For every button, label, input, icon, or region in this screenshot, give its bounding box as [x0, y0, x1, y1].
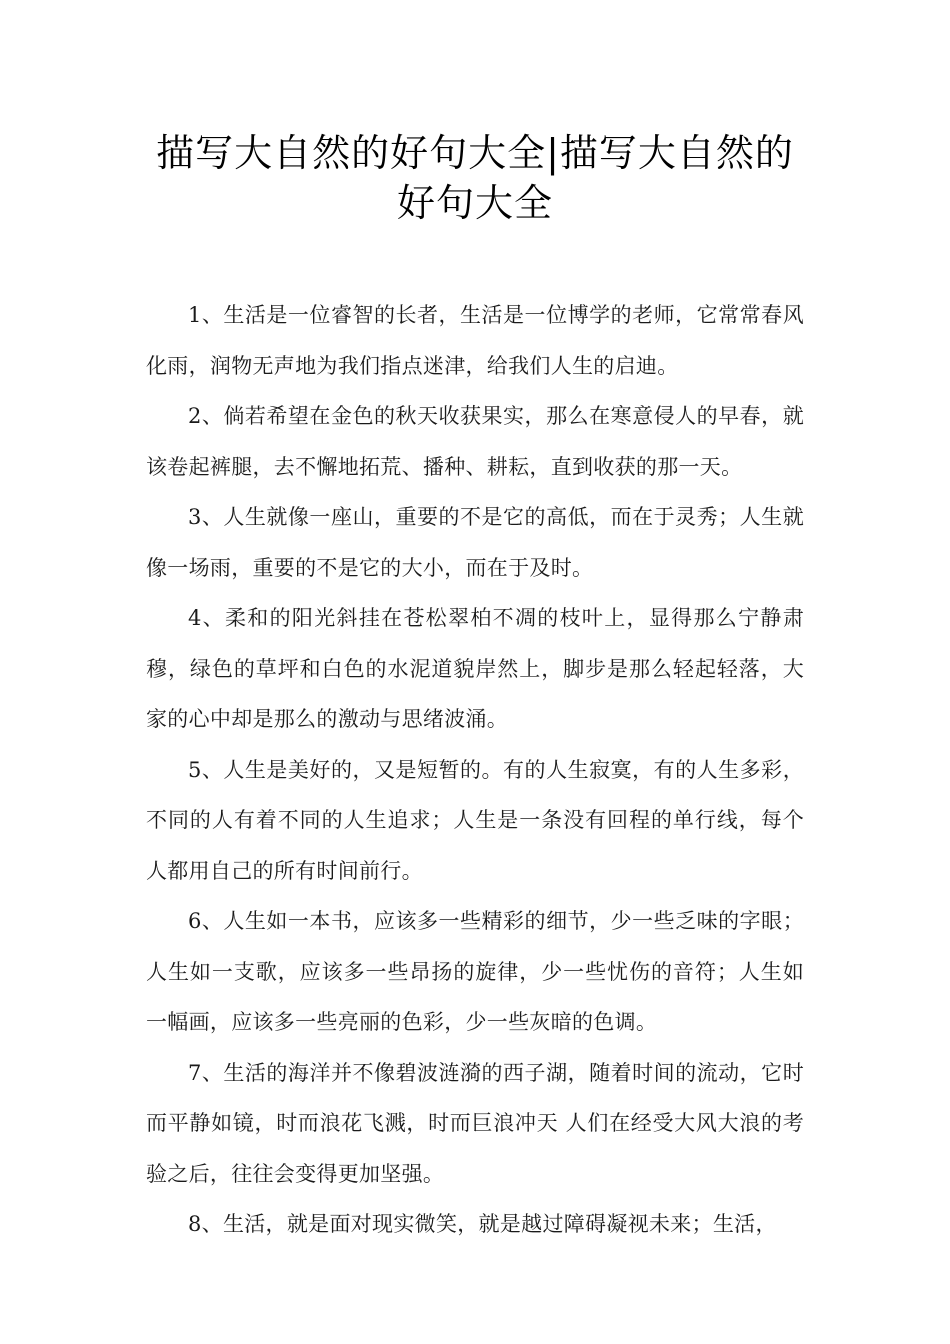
paragraph: 3、人生就像一座山，重要的不是它的高低，而在于灵秀；人生就像一场雨，重要的不是它的大小，而在于及时。	[146, 505, 804, 580]
paragraph: 1、生活是一位睿智的长者，生活是一位博学的老师，它常常春风化雨，润物无声地为我们指点迷津，给我们人生的启迪。	[146, 303, 804, 378]
paragraph: 7、生活的海洋并不像碧波涟漪的西子湖，随着时间的流动，它时而平静如镜，时而浪花飞溅，时而巨浪冲天 人们在经受大风大浪的考验之后，往往会变得更加坚强。	[146, 1060, 804, 1186]
paragraph: 2、倘若希望在金色的秋天收获果实，那么在寒意侵人的早春，就该卷起裤腿，去不懈地拓荒、播种、耕耘，直到收获的那一天。	[146, 404, 804, 479]
paragraph: 4、柔和的阳光斜挂在苍松翠柏不凋的枝叶上，显得那么宁静肃穆，绿色的草坪和白色的水泥道貌岸然上，脚步是那么轻起轻落，大家的心中却是那么的激动与思绪波涌。	[146, 606, 804, 731]
document-body	[146, 290, 804, 1250]
paragraph: 8、生活，就是面对现实微笑，就是越过障碍凝视未来；生活，	[188, 1212, 777, 1236]
paragraph: 6、人生如一本书，应该多一些精彩的细节，少一些乏味的字眼；人生如一支歌，应该多一些昂扬的旋律，少一些忧伤的音符；人生如一幅画，应该多一些亮丽的色彩，少一些灰暗的色调。	[146, 909, 804, 1034]
page-title: 描写大自然的好句大全|描写大自然的好句大全	[156, 131, 794, 225]
paragraph: 5、人生是美好的，又是短暂的。有的人生寂寞，有的人生多彩，不同的人有着不同的人生追求；人生是一条没有回程的单行线，每个人都用自己的所有时间前行。	[146, 757, 804, 883]
